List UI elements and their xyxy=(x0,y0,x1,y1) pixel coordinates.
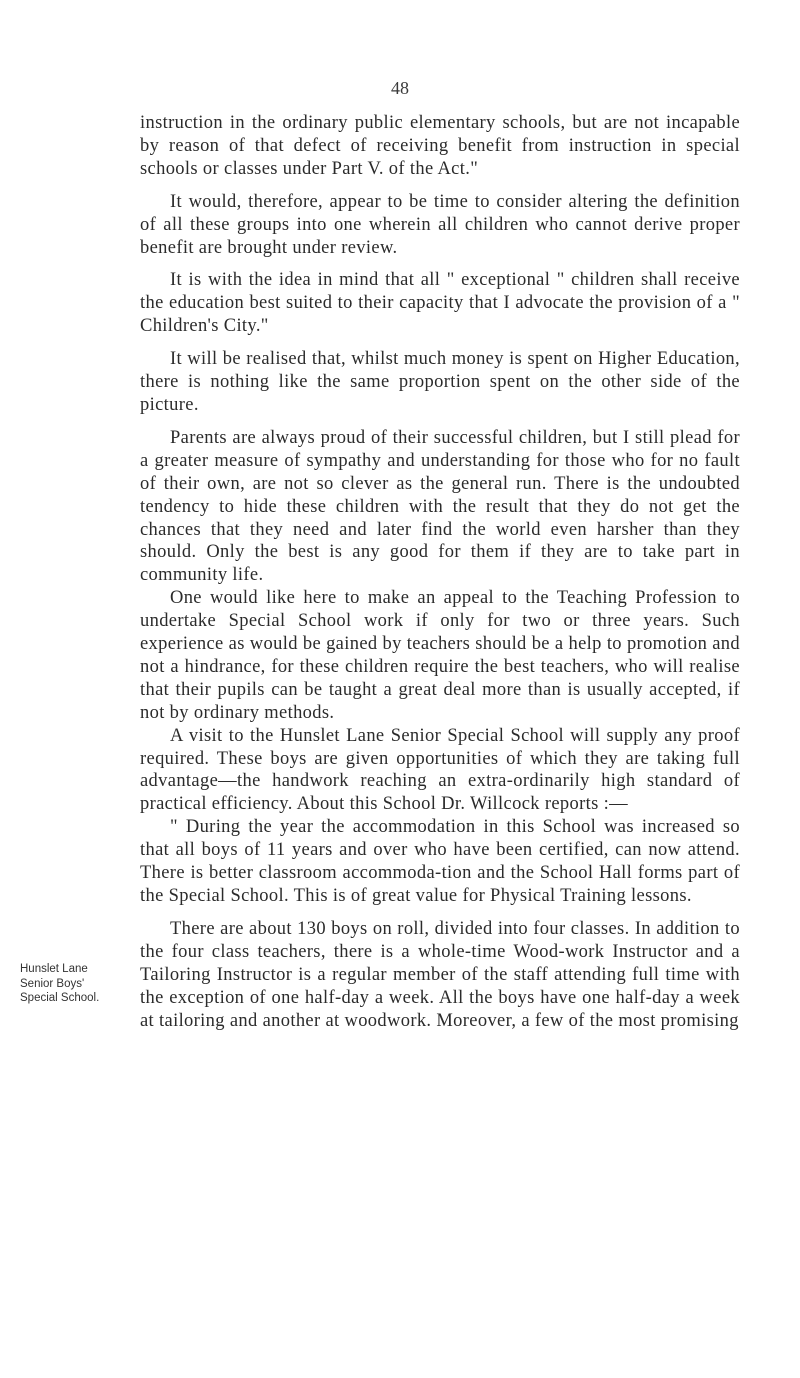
margin-note-line: Special School. xyxy=(20,992,100,1004)
paragraph: A visit to the Hunslet Lane Senior Special School will supply any proof required. These boys are given opportunities of which they are taking full advantage—the handwork reaching an extra-ordinarily high standard of practical efficiency. About this School Dr. Willcock reports :— xyxy=(140,725,740,815)
margin-note-line: Senior Boys' xyxy=(20,977,85,990)
paragraph: instruction in the ordinary public elementary schools, but are not incapable by reason of that defect of receiving benefit from instruction in special schools or classes under Part V. of the Act." xyxy=(140,113,740,179)
page-number: 48 xyxy=(391,78,409,98)
paragraph: Parents are always proud of their successful children, but I still plead for a greater measure of sympathy and understanding for those who for no fault of their own, are not so clever as the general run. There is the undoubted tendency to hide these children with the result that they do not get the chances that they need and later find the world even harsher than they should. Only the best is any good for them if they are to take part in community life. xyxy=(140,427,740,586)
quoted-report-paragraph: There are about 130 boys on roll, divided into four classes. In addition to the four class teachers, there is a whole-time Wood-work Instructor and a Tailoring Instructor is a regular member of the staff attending full time with the exception of one half-day a week. All the boys have one half-day a week at tailoring and another at woodwork. Moreover, a few of the most promising xyxy=(140,918,740,1031)
paragraph: It is with the idea in mind that all " exceptional " children shall receive the education best suited to their capacity that I advocate the provision of a " Children's City." xyxy=(140,270,740,337)
paragraph: It will be realised that, whilst much money is spent on Higher Education, there is nothing like the same proportion spent on the other side of the picture. xyxy=(140,349,740,415)
margin-note xyxy=(20,962,120,1006)
quoted-report-paragraph: " During the year the accommodation in this School was increased so that all boys of 11 years and over who have been certified, can now attend. There is better classroom accommoda-tion and the School Hall forms part of the Special School. This is of great value for Physical Training lessons. xyxy=(140,817,740,906)
paragraph: It would, therefore, appear to be time to consider altering the definition of all these groups into one wherein all children who cannot derive proper benefit are brought under review. xyxy=(140,191,740,258)
body-text xyxy=(140,112,740,1042)
margin-note-line: Hunslet Lane xyxy=(20,963,88,975)
paragraph: One would like here to make an appeal to the Teaching Profession to undertake Special School work if only for two or three years. Such experience as would be gained by teachers should be a help to promotion and not a hindrance, for these children require the best teachers, who will realise that their pupils can be taught a great deal more than is usually accepted, if not by ordinary methods. xyxy=(140,588,740,723)
